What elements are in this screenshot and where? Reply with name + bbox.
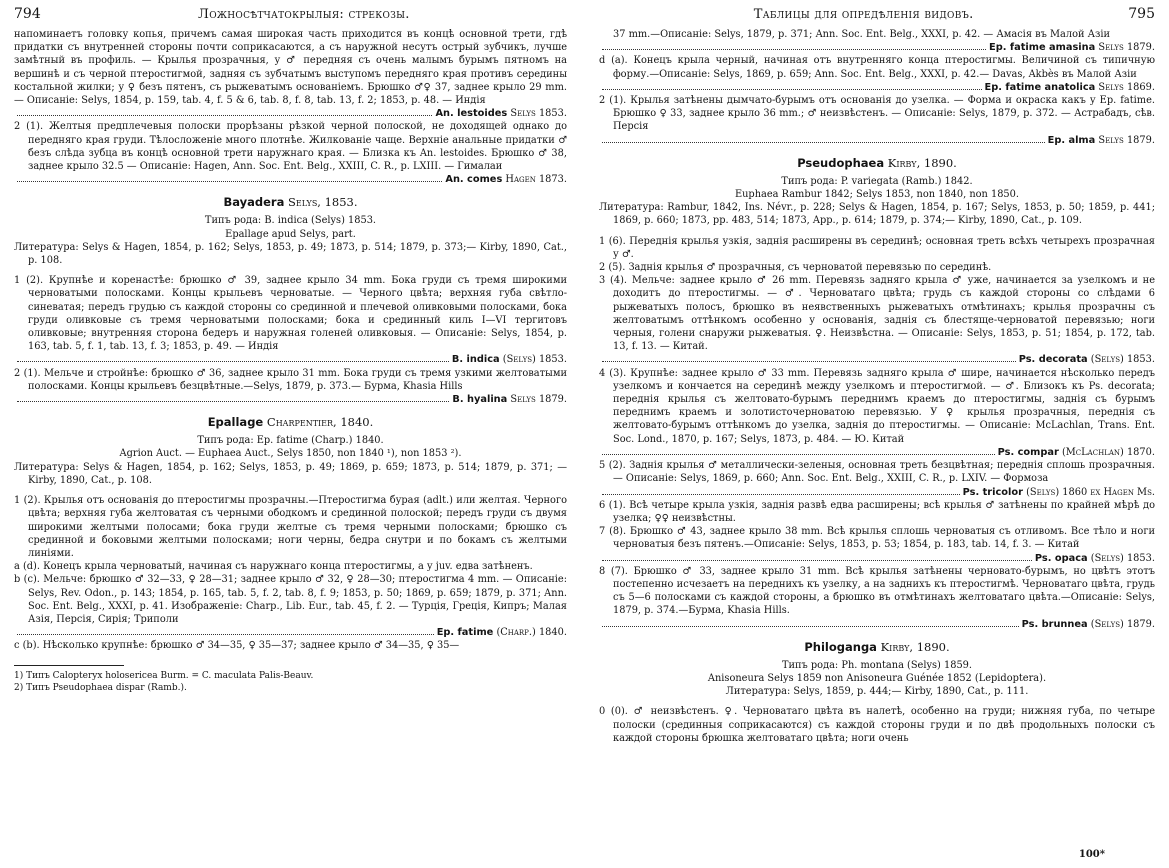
- species-line: [14, 107, 567, 120]
- right-page: [579, 0, 1169, 868]
- genus-heading: [14, 415, 567, 429]
- leader-dots: [17, 181, 442, 182]
- bayadera-key: [14, 274, 567, 406]
- literature: Литература: Selys & Hagen, 1854, p. 162; Selys, 1853, p. 49; 1869, p. 659; 1873, p. 514; 1879, p. 371; — Kirby, 1890, Cat., p. 108.: [14, 461, 567, 486]
- species-line: [599, 353, 1155, 366]
- philoganga-key: [599, 705, 1155, 745]
- leader-dots: [602, 626, 1019, 627]
- right-running-head: [599, 6, 1155, 28]
- species-name: Ps. opaca: [1034, 552, 1088, 564]
- couplet: 2 (1). Мельче и стройнѣе: брюшко ♂ 36, заднее крыло 31 mm. Бока груди съ тремя узкими желтоватыми полосками. Концы крыльевъ безцвѣтные.—Selys, 1879, p. 373.— Бурма, Khasia Hills: [14, 367, 567, 392]
- species-line: [599, 41, 1155, 54]
- leader-dots: [17, 401, 449, 402]
- leader-dots: [602, 454, 995, 455]
- epallage-key: [14, 494, 567, 652]
- couplet: 7 (8). Брюшко ♂ 43, заднее крыло 38 mm. Всѣ крылья сплошь черноватыя съ отливомъ. Все тѣло и ноги черноватыя безъ пятенъ.—Описаніе: Selys, 1853, p. 53; 1854, p. 183, tab. 14, f. 3. — Китай: [599, 526, 1155, 551]
- leader-dots: [602, 142, 1045, 143]
- species-name: B. indica: [451, 354, 500, 366]
- species-line: [599, 134, 1155, 147]
- page-number: 794: [14, 6, 41, 22]
- species-name: Ps. decorata: [1018, 354, 1088, 366]
- species-name: Ep. alma: [1047, 134, 1096, 146]
- couplet: a (d). Конецъ крыла черноватый, начиная съ наружнаго конца птеростигмы, а у juv. едва затѣненъ.: [14, 561, 533, 573]
- left-running-head: [14, 6, 567, 28]
- genus-name: Pseudophaea: [797, 155, 885, 170]
- leader-dots: [17, 115, 432, 116]
- type-line: Типъ рода: P. variegata (Ramb.) 1842.: [781, 175, 973, 187]
- leader-dots: [17, 634, 434, 635]
- species-name: B. hyalina: [452, 394, 508, 406]
- page-number: 795: [1128, 6, 1155, 22]
- species-name: An. lestoides: [435, 108, 508, 120]
- species-author: (Selys) 1853.: [1090, 354, 1155, 366]
- species-name: Ps. tricolor: [962, 486, 1023, 498]
- couplet: 3 (4). Мельче: заднее крыло ♂ 26 mm. Перевязь задняго крыла ♂ уже, начинается за узелкомъ и не доходитъ до птеростигмы. — ♂. Черноватаго цвѣта; грудь съ каждой стороны со слѣдами 6 рыжеватыхъ полосъ, брюшко въ неявственныхъ рыжеватыхъ отмѣтинахъ; крылья прозрачны съ желтоватымъ оттѣнкомъ особенно у основанія, заднія съ блестяще-черноватой перевязью; ноги черныя, голени снаружи рыжеватыя. ♀. Неизвѣстна. — Описаніе: Selys, 1853, p. 51; 1854, p. 172, tab. 13, f. 13. — Китай.: [599, 275, 1155, 353]
- left-page: [0, 0, 579, 868]
- footnote-rule: [14, 665, 124, 666]
- couplet: 2 (1). Желтыя предплечевыя полоски прорѣзаны рѣзкой черной полоской, не доходящей однако до передняго края груди. Тѣлосложеніе много плотнѣе. Жилкованіе чаще. Верхніе анальные придатки ♂ безъ слѣда зубца въ концѣ основной трети наружнаго края. — Близка къ An. lestoides. Брюшко ♂ 38, заднее крыло 32.5 — Описаніе: Hagen, Ann. Soc. Ent. Belg., XXIII, C. R., p. LXIII. — Гималаи: [14, 121, 567, 173]
- species-author: Selys 1879.: [1098, 134, 1155, 146]
- footnote: 1) Типъ Calopteryx holosericea Burm. = C. maculata Palis-Beauv.: [14, 670, 314, 681]
- couplet: c (b). Нѣсколько крупнѣе: брюшко ♂ 34—35, ♀ 35—37; заднее крыло ♂ 34—35, ♀ 35—: [14, 640, 460, 652]
- genus-author: Selys, 1853.: [288, 195, 358, 210]
- paragraph: напоминаетъ головку копья, причемъ самая широкая часть приходится въ концѣ основной трети, гдѣ придатки съ внутренней стороны почти соприкасаются, а съ наружной несутъ острый зубчикъ, лучше замѣтный въ профиль. — Крылья прозрачныя, у ♂ передняя съ очень малымъ бурымъ пятномъ на вершинѣ и съ черной птеростигмой, задняя съ зубчатымъ выступомъ передняго края противъ середины костальной жилки; у ♀ безъ пятенъ, съ рыжеватымъ основаніемъ. Брюшко ♂♀ 37, заднее крыло 29 mm. — Описаніе: Selys, 1854, p. 159, tab. 4, f. 5 & 6, tab. 8, f. 8, tab. 13, f. 2; 1853, p. 48. — Индія: [14, 29, 567, 107]
- leader-dots: [602, 361, 1016, 362]
- literature: Литература: Selys & Hagen, 1854, p. 162; Selys, 1853, p. 49; 1873, p. 514; 1879, p. 373;— Kirby, 1890, Cat., p. 108.: [14, 241, 567, 267]
- leader-dots: [602, 49, 986, 50]
- leader-dots: [602, 89, 982, 90]
- couplet: 5 (2). Заднія крылья ♂ металлически-зеленыя, основная треть безцвѣтная; переднія сплошь прозрачныя. — Описаніе: Selys, 1869, p. 660; Ann. Soc. Ent. Belg., XXIII, C. R., p. LXIV. — Формоза: [599, 460, 1155, 485]
- running-title: Таблицы для опредѣленія видовъ.: [753, 7, 974, 22]
- left-body: [14, 28, 567, 186]
- genus-name: Philoganga: [804, 639, 877, 654]
- signature-mark: 100*: [1078, 849, 1105, 860]
- genus-heading: [599, 156, 1155, 170]
- synonym-line: Euphaea Rambur 1842; Selys 1853, non 1840, non 1850.: [734, 189, 1020, 201]
- couplet: d (a). Конецъ крыла черный, начиная отъ внутренняго конца птеростигмы. Величиной съ типичную форму.—Описаніе: Selys, 1869, p. 659; Ann. Soc. Ent. Belg., XXXI, p. 42.— Davas, Akbès въ Малой Азіи: [599, 55, 1155, 80]
- species-line: [14, 353, 567, 366]
- species-author: (Selys) 1853.: [1090, 552, 1155, 564]
- pseudophaea-key: [599, 235, 1155, 631]
- species-name: Ep. fatime: [436, 627, 494, 639]
- species-author: (McLachlan) 1870.: [1061, 446, 1155, 458]
- species-line: [599, 486, 1155, 499]
- species-line: [599, 81, 1155, 94]
- species-line: [599, 552, 1155, 565]
- species-name: Ps. brunnea: [1021, 618, 1088, 630]
- type-line: Типъ рода: Ep. fatime (Charp.) 1840.: [197, 435, 384, 447]
- couplet: 8 (7). Брюшко ♂ 33, заднее крыло 31 mm. Всѣ крылья затѣнены черновато-бурымъ, но цвѣтъ этотъ постепенно исчезаетъ на переднихъ къ узелку, а на заднихъ къ птеростигмѣ. Черноватаго цвѣта, грудь съ 5—6 полосками съ каждой стороны, а брюшко въ отмѣтинахъ желтоватаго цвѣта.—Описаніе: Selys, 1879, p. 374.—Бурма, Khasia Hills.: [599, 565, 1155, 617]
- literature: Литература: Rambur, 1842, Ins. Névr., p. 228; Selys & Hagen, 1854, p. 167; Selys, 1853, p. 50; 1859, p. 441; 1869, p. 660; 1873, pp. 483, 514; 1873, App., p. 614; 1879, p. 374;— Kirby, 1890, Cat., p. 109.: [599, 202, 1155, 227]
- couplet: 2 (5). Заднія крылья ♂ прозрачныя, съ черноватой перевязью по серединѣ.: [599, 262, 992, 274]
- leader-dots: [602, 560, 1032, 561]
- type-line: Типъ рода: B. indica (Selys) 1853.: [204, 215, 377, 227]
- species-name: Ps. compar: [997, 446, 1059, 458]
- genus-name: Epallage: [207, 415, 264, 430]
- species-author: Hagen 1873.: [505, 174, 567, 186]
- species-author: (Selys) 1879.: [1090, 618, 1155, 630]
- couplet: b (c). Мельче: брюшко ♂ 32—33, ♀ 28—31; заднее крыло ♂ 32, ♀ 28—30; птеростигма 4 mm. — Описаніе: Selys, Rev. Odon., p. 143; 1854, p. 165, tab. 5, f. 2, tab. 8, f. 9; 1853, p. 50; 1869, p. 659; 1879, p. 371; Ann. Soc. Ent. Belg., XXXI, p. 41. Изображеніе: Charp., Lib. Eur., tab. 45, f. 2. — Турція, Греція, Кипръ; Малая Азія, Персія, Сирія; Триполи: [14, 574, 567, 625]
- genus-author: Kirby, 1890.: [887, 155, 957, 170]
- couplet: 1 (6). Переднія крылья узкія, заднія расширены въ серединѣ; основная треть всѣхъ четырехъ прозрачная у ♂.: [599, 235, 1155, 260]
- couplet: 4 (3). Крупнѣе: заднее крыло ♂ 33 mm. Перевязь задняго крыла ♂ шире, начинается нѣсколько передъ узелкомъ и кончается на серединѣ между узелкомъ и птеростигмой. — ♂. Близокъ къ Ps. decorata; переднія крылья съ желтовато-бурымъ переднимъ краемъ до птеростигмы, заднія съ бурымъ переднимъ краемъ и золотисточерноватою перевязью. У ♀ крылья прозрачныя, переднія съ желтовато-бурымъ оттѣнкомъ до узелка, заднія до птеростигмы. — Описаніе: McLachlan, Trans. Ent. Soc. Lond., 1870, p. 167; Selys, 1873, p. 484. — Ю. Китай: [599, 367, 1155, 445]
- leader-dots: [17, 361, 449, 362]
- couplet: 1 (2). Крылья отъ основанія до птеростигмы прозрачны.—Птеростигма бурая (adlt.) или желтая. Черного цвѣта; верхняя губа желтоватая съ черными ободкомъ и срединной полоской; передъ груди съ двумя широкими желтыми полосами; бока груди желтые съ тремя черными полосками; брюшко съ срединной и боковыми желтыми полосками; ноги черны, бедра снутри и по бокамъ съ желтыми линіями.: [14, 495, 567, 559]
- type-line: Типъ рода: Ph. montana (Selys) 1859.: [781, 659, 973, 671]
- footnotes: [14, 670, 567, 694]
- couplet: 1 (2). Крупнѣе и коренастѣе: брюшко ♂ 39, заднее крыло 34 mm. Бока груди съ тремя широкими черноватыми полосками. Концы крыльевъ черноватые. — Черного цвѣта; верхняя губа свѣтло-синеватая; передъ грудью съ каждой стороны со срединной и плечевой оливковыми полосками, бока груди оливковые съ тремя черноватыми полосками; бока и срединный киль I—VI тергитовъ оливковые; внутренняя сторона бедеръ и наружная голеней оливковыя. — Описаніе: Selys, 1854, p. 163, tab. 5, f. 1, tab. 13, f. 3; 1853, p. 49. — Индія: [14, 275, 567, 353]
- genus-author: Kirby, 1890.: [880, 639, 950, 654]
- footnote: 2) Типъ Pseudophaea dispar (Ramb.).: [14, 682, 187, 693]
- species-name: Ep. fatime amasina: [989, 42, 1096, 54]
- synonym-line: Epallage apud Selys, part.: [225, 228, 356, 240]
- couplet: 0 (0). ♂ неизвѣстенъ. ♀. Черноватаго цвѣта въ налетѣ, особенно на груди; нижняя губа, по четыре полоски (срединныя соприкасаются) съ каждой стороны груди и по двѣ продольныхъ полоски съ каждой стороны брюшка желтоватаго цвѣта; ноги очень: [599, 706, 1155, 744]
- species-author: (Charp.) 1840.: [496, 627, 567, 639]
- species-author: (Selys) 1853.: [502, 354, 567, 366]
- species-author: (Selys) 1860 ex Hagen Ms.: [1026, 486, 1155, 498]
- literature: Литература: Selys, 1859, p. 444;— Kirby, 1890, Cat., p. 111.: [725, 686, 1029, 698]
- species-line: [14, 393, 567, 406]
- species-line: [14, 626, 567, 639]
- genus-heading: [599, 640, 1155, 654]
- species-author: Selys 1879.: [1098, 42, 1155, 54]
- species-line: [599, 446, 1155, 459]
- genus-heading: [14, 195, 567, 209]
- couplet: 2 (1). Крылья затѣнены дымчато-бурымъ отъ основанія до узелка. — Форма и окраска какъ у Ep. fatime. Брюшко ♀ 33, заднее крыло 36 mm.; ♂ неизвѣстенъ. — Описаніе: Selys, 1879, p. 372. — Астрабадъ, сѣв. Персія: [599, 95, 1155, 133]
- running-title: Ложносѣтчатокрылыя: стрекозы.: [198, 7, 410, 22]
- species-author: Selys 1879.: [510, 394, 567, 406]
- genus-name: Bayadera: [223, 195, 285, 210]
- paragraph: 37 mm.—Описаніе: Selys, 1879, p. 371; Ann. Soc. Ent. Belg., XXXI, p. 42. — Амасія въ Малой Азіи: [613, 29, 1111, 40]
- couplet: 6 (1). Всѣ четыре крыла узкія, заднія развѣ едва расширены; всѣ крылья ♂ затѣнены по крайней мѣрѣ до узелка; ♀♀ неизвѣстны.: [599, 499, 1155, 524]
- right-body: [599, 28, 1155, 147]
- species-author: Selys 1869.: [1098, 81, 1155, 93]
- synonym-line: Agrion Auct. — Euphaea Auct., Selys 1850, non 1840 ¹), non 1853 ²).: [119, 448, 462, 460]
- species-line: [599, 618, 1155, 631]
- species-name: An. comes: [445, 174, 503, 186]
- species-author: Selys 1853.: [510, 108, 567, 120]
- leader-dots: [602, 494, 960, 495]
- genus-author: Charpentier, 1840.: [266, 415, 374, 430]
- species-name: Ep. fatime anatolica: [984, 81, 1096, 93]
- species-line: [14, 173, 567, 186]
- synonym-line: Anisoneura Selys 1859 non Anisoneura Guénée 1852 (Lepidoptera).: [707, 672, 1047, 684]
